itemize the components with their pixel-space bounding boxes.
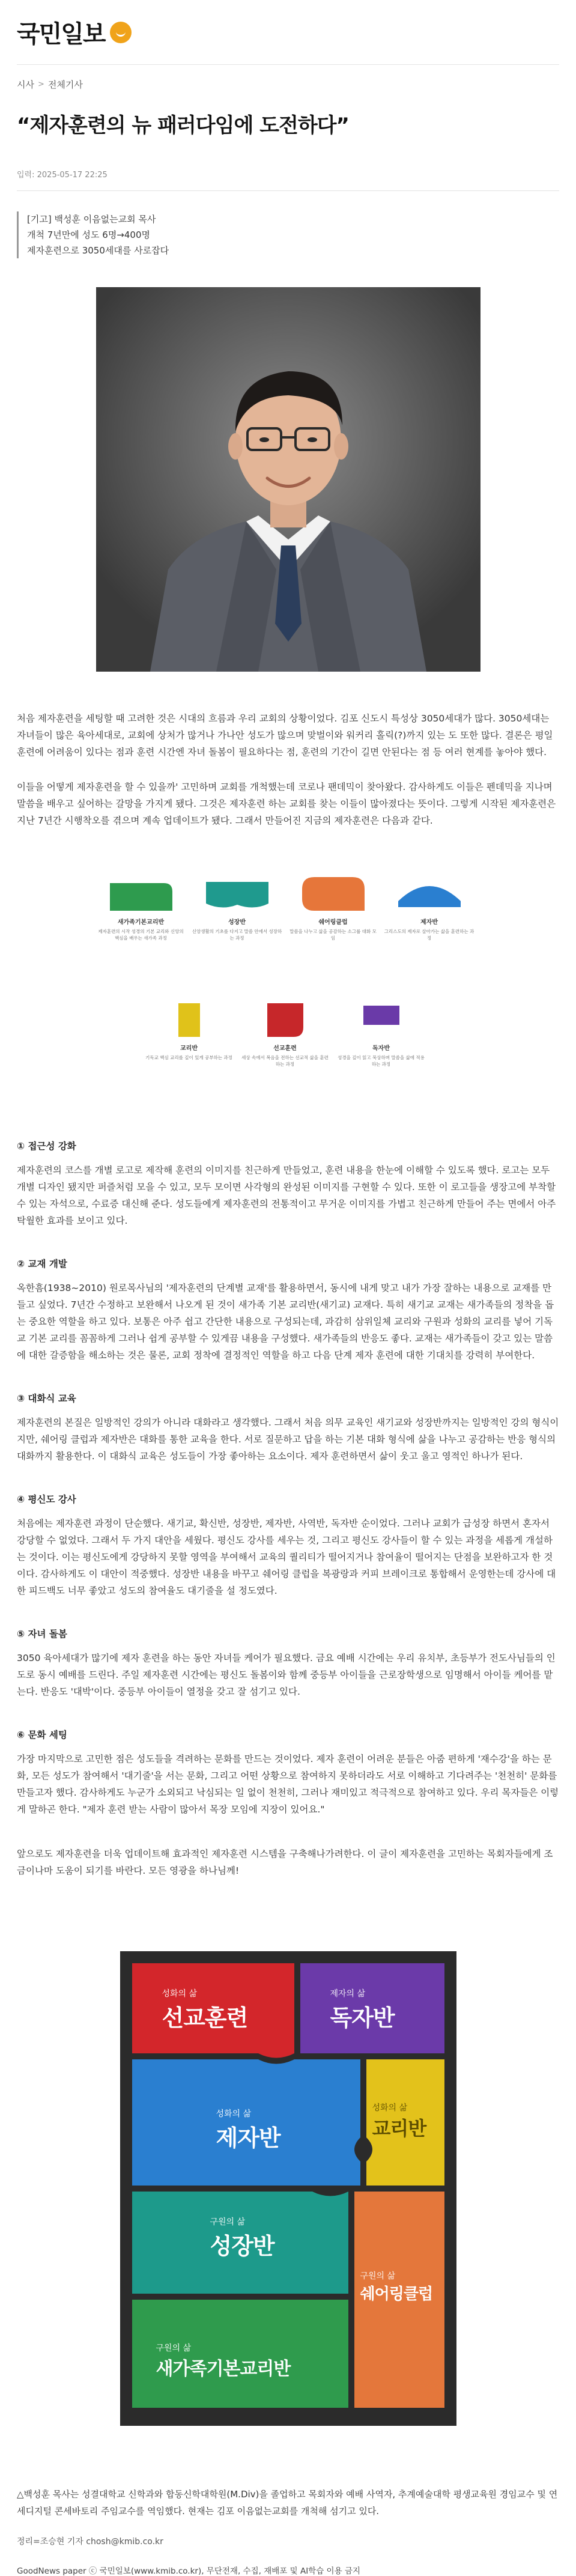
portrait-illustration bbox=[96, 287, 481, 672]
author-portrait-photo bbox=[96, 287, 481, 672]
infographic-desc: 그리스도의 제자로 살아가는 삶을 훈련하는 과정 bbox=[384, 929, 474, 941]
puzzle-piece-big: 제자반 bbox=[216, 2125, 280, 2151]
puzzle-piece-big: 교리반 bbox=[372, 2117, 426, 2140]
course-logo-icon bbox=[110, 877, 172, 911]
section-body: 3050 육아세대가 많기에 제자 훈련을 하는 동안 자녀들 케어가 필요했다. 금요 예배 시간에는 우리 유치부, 초등부가 전도사님들의 인도로 동시 예배를 드린다. 주일 제자훈련 시간에는 평신도 돌봄이와 함께 중등부 아이들을 근로장학생으로 임명해서 아이들 케어를 맡는다. 반응도 '대박'이다. 중등부 아이들이 열정을 갖고 잘 섬기고 있다. bbox=[17, 1653, 556, 1697]
infographic-item bbox=[240, 1003, 330, 1068]
section-title: ③ 대화식 교육 bbox=[17, 1393, 76, 1404]
section-title: ⑥ 문화 세팅 bbox=[17, 1730, 67, 1740]
puzzle-piece-small: 구원의 삶 bbox=[360, 2271, 396, 2281]
section-body: 처음에는 제자훈련 과정이 단순했다. 새기교, 확신반, 성장반, 제자반, 사역반, 독자반 순이었다. 그러나 교회가 급성장 하면서 혼자서 강당할 수 없었다. 그래서 두 가지 대안을 세웠다. 평신도 강사를 세우는 것, 그리고 평신도 강사들이 할 수 있는 과정을 세롭게 개설하는 것이다. 이는 평신도에게 강당하지 못할 영역을 부여해서 교육의 퀄리티가 떨어지거나 참여율이 떨어지는 단점을 보완하고자 한 것이다. 감사하게도 이 대안이 적중했다. 성장반 내용을 바꾸고 쉐어링 클럽을 복광랑과 커피 브레이크로 통합해서 운영한는데 강사에 대한 피드백도 너무 좋았고 성도의 참여율도 대기줄을 설 정도였다. bbox=[17, 1518, 556, 1596]
puzzle-piece-big: 성장반 bbox=[210, 2233, 274, 2259]
logo-text: 국민일보 bbox=[17, 20, 105, 48]
infographic-desc: 신앙생활의 기초를 다지고 말씀 안에서 성장하는 과정 bbox=[192, 929, 282, 941]
infographic-label: 교리반 bbox=[180, 1045, 198, 1052]
puzzle-piece-big: 새가족기본교리반 bbox=[156, 2359, 291, 2380]
writer-credit: 정리=조승현 기자 chosh@kmib.co.kr bbox=[17, 2537, 163, 2547]
infographic-desc: 성경을 깊이 읽고 묵상하며 말씀을 삶에 적용하는 과정 bbox=[338, 1055, 425, 1067]
infographic-label: 쉐어링클럽 bbox=[318, 919, 348, 926]
course-puzzle-image bbox=[96, 1933, 481, 2450]
infographic-item bbox=[336, 1003, 426, 1068]
puzzle-piece-small: 성화의 삶 bbox=[372, 2103, 408, 2113]
section-body: 가장 마지막으로 고민한 점은 성도들을 격려하는 문화를 만드는 것이었다. 제자 훈련이 어려운 분들은 아줌 편하게 '재수강'을 하는 문화, 모든 성도가 참여해서 '대기줄'을 서는 문화, 그리고 어떤 상황으로 참여하지 못하더라도 서로 이해하고 기다려주는 '천천히' 문화를 만들고자 했다. 감사하게도 누군가 소외되고 낙심되는 일 없이 천천히, 그러나 재미있고 적극적으로 참여하고 있다. 우리 목자들은 이렇게 말하곤 한다. "제자 훈련 받는 사람이 많아서 목장 모임에 지장이 있어요." bbox=[17, 1754, 559, 1815]
course-logo-icon bbox=[254, 1003, 317, 1037]
course-logo-icon bbox=[206, 877, 268, 911]
puzzle-piece-small: 성화의 삶 bbox=[162, 1989, 198, 1999]
breadcrumb-subsection[interactable]: 전체기사 bbox=[47, 79, 83, 90]
breadcrumb-section[interactable]: 시사 bbox=[17, 79, 34, 90]
chevron-right-icon: > bbox=[37, 80, 44, 89]
puzzle-piece-label bbox=[216, 2107, 280, 2152]
section-body: 제자훈련의 코스를 개별 로고로 제작해 훈련의 이미지를 친근하게 만들었고, 훈련 내용을 한눈에 이해할 수 있도록 했다. 로고는 모두 개별 디자인 됐지만 퍼즐처럼 모을 수 있고, 모두 모이면 사각형의 완성된 이미지를 구현할 수 있다. 또한 이 로고들을 생장고에 부착할 수 있는 자석으로, 수료증 대신해 준다. 성도들에게 제자훈련의 전통적이고 무거운 이미지를 가볍고 친근하게 만들어 주는 면에서 아주 탁월한 효과를 보이고 있다. bbox=[17, 1165, 556, 1226]
subhead-line: 제자훈련으로 3050세대를 사로잡다 bbox=[27, 245, 169, 256]
infographic-label: 제자반 bbox=[420, 919, 438, 926]
subhead-line: [기고] 백성훈 이음없는교회 목사 bbox=[27, 214, 156, 225]
article-paragraph: 처음 제자훈련을 세팅할 때 고려한 것은 시대의 흐름과 우리 교회의 상황이었다. 김포 신도시 특성상 3050세대가 많다. 3050세대는 자녀들이 많은 육아세대로, 교회에 상처가 많거나 가나안 성도가 많으며 맞벌이와 워커리 홀릭(?)까지 있는 도 또한 많다. 결론은 평일 훈련에 어려움이 있다는 점과 훈련 시간엔 자녀 돌봄이 필요하다는 점, 훈련의 기간이 길면 안된다는 점 등 여러 현계를 놓아야 했다. bbox=[17, 713, 553, 758]
infographic-item bbox=[288, 877, 378, 941]
smile-logo-icon bbox=[110, 22, 132, 43]
infographic-item bbox=[96, 877, 186, 941]
author-caption: △백성훈 목사는 성결대학교 신학과와 합동신학대학원(M.Div)을 졸업하고 목회자와 예배 사역자, 추계예술대학 평생교육원 경임교수 및 연세디지털 콘세바토리 주임교수를 역임했다. 현재는 김포 이음없는교회를 개척해 섬기고 있다. bbox=[17, 2489, 558, 2517]
infographic-label: 선교훈련 bbox=[273, 1045, 297, 1052]
infographic-item bbox=[144, 1003, 234, 1061]
infographic-item bbox=[192, 877, 282, 941]
puzzle-piece-label bbox=[162, 1987, 248, 2032]
course-logo-icon bbox=[350, 1003, 413, 1037]
infographic-item bbox=[384, 877, 474, 941]
infographic-label: 성장반 bbox=[228, 919, 246, 926]
site-header bbox=[17, 0, 559, 65]
puzzle-piece-big: 선교훈련 bbox=[162, 2005, 248, 2031]
course-logo-icon bbox=[158, 1003, 220, 1037]
article-subhead bbox=[17, 211, 559, 258]
copyright-text: GoodNews paper ⓒ 국민일보(www.kmib.co.kr), 무단전재, 수집, 재배포 및 AI학습 이용 금지 bbox=[17, 2566, 361, 2576]
section-body: 제자훈련의 본질은 일방적인 강의가 아니라 대화라고 생각했다. 그래서 처음 의무 교육인 새기교와 성장반까지는 일방적인 강의 형식이지만, 쉐어링 클럽과 제자반은 대화를 통한 교육을 한다. 서로 질문하고 답을 하는 기본 대화 형식에 삶을 나누고 공감하는 반응 형식의 대화까지 활용한다. 이 대화식 교육은 성도들이 가장 좋아하는 요소이다. 제자 훈련하면서 삶이 웃고 울고 영적인 하나가 된다. bbox=[17, 1417, 559, 1462]
section-title: ② 교재 개발 bbox=[17, 1259, 67, 1269]
puzzle-piece-label bbox=[360, 2270, 433, 2304]
article-paragraph: 이들을 어떻게 제자훈련을 할 수 있을까' 고민하며 교회를 개척했는데 코로나 팬데믹이 찾아왔다. 감사하게도 이들은 펜데믹을 지나며 말씀을 배우고 싶어하는 갈망을 가지게 됐다. 그것은 제자훈련 하는 교회를 찾는 이들이 많아졌다는 뜻이다. 그렇게 시작된 제자훈련은 지난 7년간 시행착오를 겪으며 계속 업데이트가 됐다. 그래서 만들어진 지금의 제자훈련은 다음과 같다. bbox=[17, 782, 556, 826]
article-title: “제자훈련의 뉴 패러다임에 도전하다” bbox=[17, 114, 349, 138]
section-title: ① 접근성 강화 bbox=[17, 1141, 76, 1152]
section-title: ④ 평신도 강사 bbox=[17, 1494, 76, 1505]
puzzle-piece-small: 성화의 삶 bbox=[216, 2109, 252, 2119]
infographic-label: 독자반 bbox=[372, 1045, 390, 1052]
article-date: 입력: 2025-05-17 22:25 bbox=[17, 171, 108, 180]
puzzle-piece-label bbox=[372, 2101, 426, 2141]
infographic-desc: 말씀을 나누고 삶을 공감하는 소그룹 대화 모임 bbox=[290, 929, 377, 941]
site-logo[interactable] bbox=[17, 15, 132, 49]
infographic-label: 새가족기본교리반 bbox=[117, 919, 165, 926]
puzzle-piece-label bbox=[330, 1987, 395, 2032]
infographic-desc: 제자훈련의 시작 성경의 기본 교리와 신앙의 핵심을 배우는 새가족 과정 bbox=[98, 929, 184, 941]
puzzle-piece-small: 구원의 삶 bbox=[156, 2344, 192, 2353]
copyright-footer bbox=[17, 2564, 559, 2576]
course-logo-infographic bbox=[96, 865, 481, 1111]
puzzle-piece-label bbox=[210, 2216, 274, 2261]
closing-paragraph: 앞으로도 제자훈련을 더욱 업데이트해 효과적인 제자훈련 시스템을 구축해나가려한다. 이 글이 제자훈련을 고민하는 목회자들에게 조금이나마 도움이 되기를 바란다. 모든 영광을 하나님께! bbox=[17, 1848, 553, 1876]
title-divider bbox=[17, 190, 559, 191]
puzzle-piece-small: 구원의 삶 bbox=[210, 2217, 246, 2227]
puzzle-piece-small: 제자의 삶 bbox=[330, 1989, 366, 1999]
breadcrumb bbox=[17, 78, 559, 91]
puzzle-piece-big: 독자반 bbox=[330, 2005, 395, 2031]
puzzle-piece-big: 쉐어링클럽 bbox=[360, 2285, 433, 2303]
section-body: 옥한흠(1938~2010) 원로목사님의 '제자훈련의 단계별 교재'를 활용하면서, 동시에 내게 맞고 내가 가장 잘하는 내용으로 교재를 만들고 싶었다. 7년간 수정하고 보완해서 나오게 된 것이 새가족 기본 교리반(새기교) 교재다. 특히 새기교 교재는 새가족들의 정착을 돕는 중요한 역할을 하고 있다. 보통은 아주 쉽고 간단한 내용으로 구성되는데, 과감히 삼위일체 교리와 구원과 성화의 교리를 넣어 기독교 기본 교리를 꼼꼼하게 그러나 쉽게 공부할 수 있게끔 내용을 구성했다. 새가족들의 반응도 좋다. 교재는 새가족들이 갖고 있는 말씀에 대한 갈증함을 해소하는 것은 물론, 교회 정착에 결정적인 역할을 하고 다음 단계 제자 훈련에 대한 기대치를 강력히 부여한다. bbox=[17, 1283, 554, 1361]
course-logo-icon bbox=[398, 877, 461, 911]
infographic-desc: 기독교 핵심 교리를 깊이 있게 공부하는 과정 bbox=[145, 1055, 232, 1060]
course-logo-icon bbox=[302, 877, 365, 911]
section-title: ⑤ 자녀 돌봄 bbox=[17, 1629, 67, 1639]
subhead-line: 개척 7년만에 성도 6명→400명 bbox=[27, 229, 151, 240]
puzzle-piece-label bbox=[156, 2342, 291, 2380]
infographic-desc: 세상 속에서 복음을 전하는 선교적 삶을 훈련하는 과정 bbox=[241, 1055, 329, 1067]
